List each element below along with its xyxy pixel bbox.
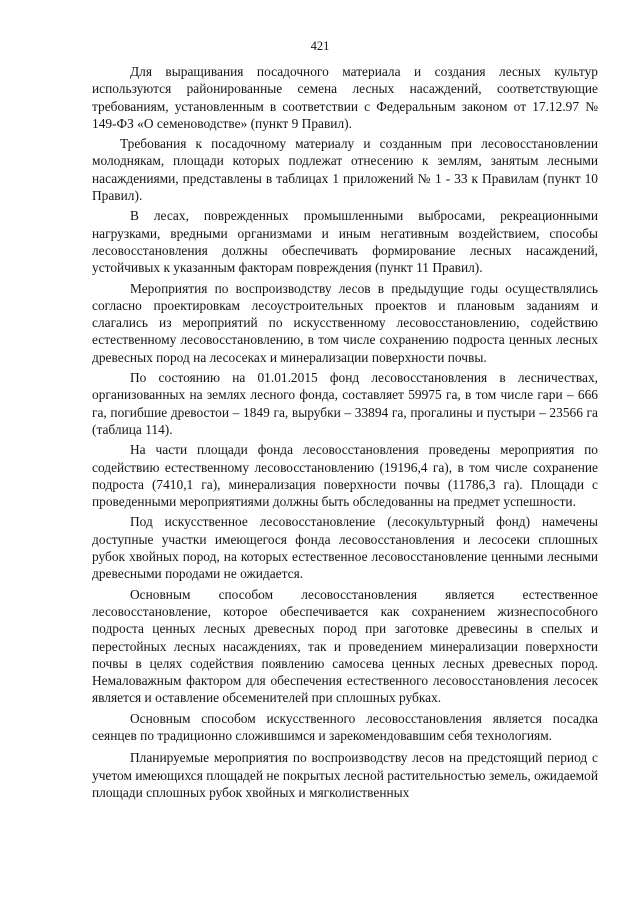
body-text bbox=[92, 63, 598, 801]
paragraph-planting-material-requirements: Требования к посадочному материалу и созданным при лесовосстановлении молоднякам, площади которых подлежат отнесению к землям, занятым лесными насаждениями, представлены в таблицах 1 приложений № 1 - 33 к Правилам (пункт 10 Правил). bbox=[92, 136, 598, 204]
paragraph-damaged-forests: В лесах, поврежденных промышленными выбросами, рекреационными нагрузками, вредными организмами и иным негативным воздействием, способы лесовосстановления должны обеспечивать формирование лесных насаждений, устойчивых к указанным факторам повреждения (пункт 11 Правил). bbox=[92, 208, 598, 276]
paragraph-previous-measures: Мероприятия по воспроизводству лесов в предыдущие годы осуществлялись согласно проектировкам лесоустроительных проектов и плановым заданиям и слагались из мероприятий по искусственному лесовосстановлению, содействию естественному лесовосстановлению, в том числе сохранению подроста ценных лесных древесных пород на лесосеках и минерализации поверхности почвы. bbox=[92, 280, 598, 365]
paragraph-natural-regeneration-assistance: На части площади фонда лесовосстановления проведены мероприятия по содействию естественному лесовосстановлению (19196,4 га), в том числе сохранение подроста (7410,1 га), минерализация поверхности почвы (11786,3 га). Площади с проведенными мероприятиями должны быть обследованны на предмет успешности. bbox=[92, 442, 598, 510]
paragraph-artificial-reforestation-fund: Под искусственное лесовосстановление (лесокультурный фонд) намечены доступные участки имеющегося фонда лесовосстановления и лесосеки сплошных рубок хвойных пород, на которых естественное лесовосстановление ценными лесными древесными породами не ожидается. bbox=[92, 514, 598, 582]
paragraph-seed-requirements: Для выращивания посадочного материала и создания лесных культур используются районированные семена лесных насаждений, соответствующие требованиям, установленным в соответствии с Федеральным законом от 17.12.97 № 149-ФЗ «О семеноводстве» (пункт 9 Правил). bbox=[92, 64, 598, 131]
paragraph-planned-measures: Планируемые мероприятия по воспроизводству лесов на предстоящий период с учетом имеющихся площадей не покрытых лесной растительностью земель, ожидаемой площади сплошных рубок хвойных и мягколиственных bbox=[92, 750, 598, 800]
paragraph-reforestation-fund: По состоянию на 01.01.2015 фонд лесовосстановления в лесничествах, организованных на землях лесного фонда, составляет 59975 га, в том числе гари – 666 га, погибшие древостои – 1849 га, вырубки – 33894 га, прогалины и пустыри – 23566 га (таблица 114). bbox=[92, 370, 598, 437]
page-number: 421 bbox=[310, 39, 330, 53]
paragraph-main-artificial-method: Основным способом искусственного лесовосстановления является посадка сеянцев по традиционно сложившимся и зарекомендовавшим себя технологиям. bbox=[92, 710, 598, 743]
paragraph-main-natural-method: Основным способом лесовосстановления является естественное лесовосстановление, которое обеспечивается как сохранением жизнеспособного подроста ценных лесных древесных пород при заготовке древесины в спелых и перестойных лесных насаждениях, так и проведением минерализации поверхности почвы в целях содействия появлению самосева ценных лесных древесных пород. Немаловажным фактором для обеспечения естественного лесовосстановления лесосек является и оставление обсеменителей при сплошных рубках. bbox=[92, 586, 598, 706]
